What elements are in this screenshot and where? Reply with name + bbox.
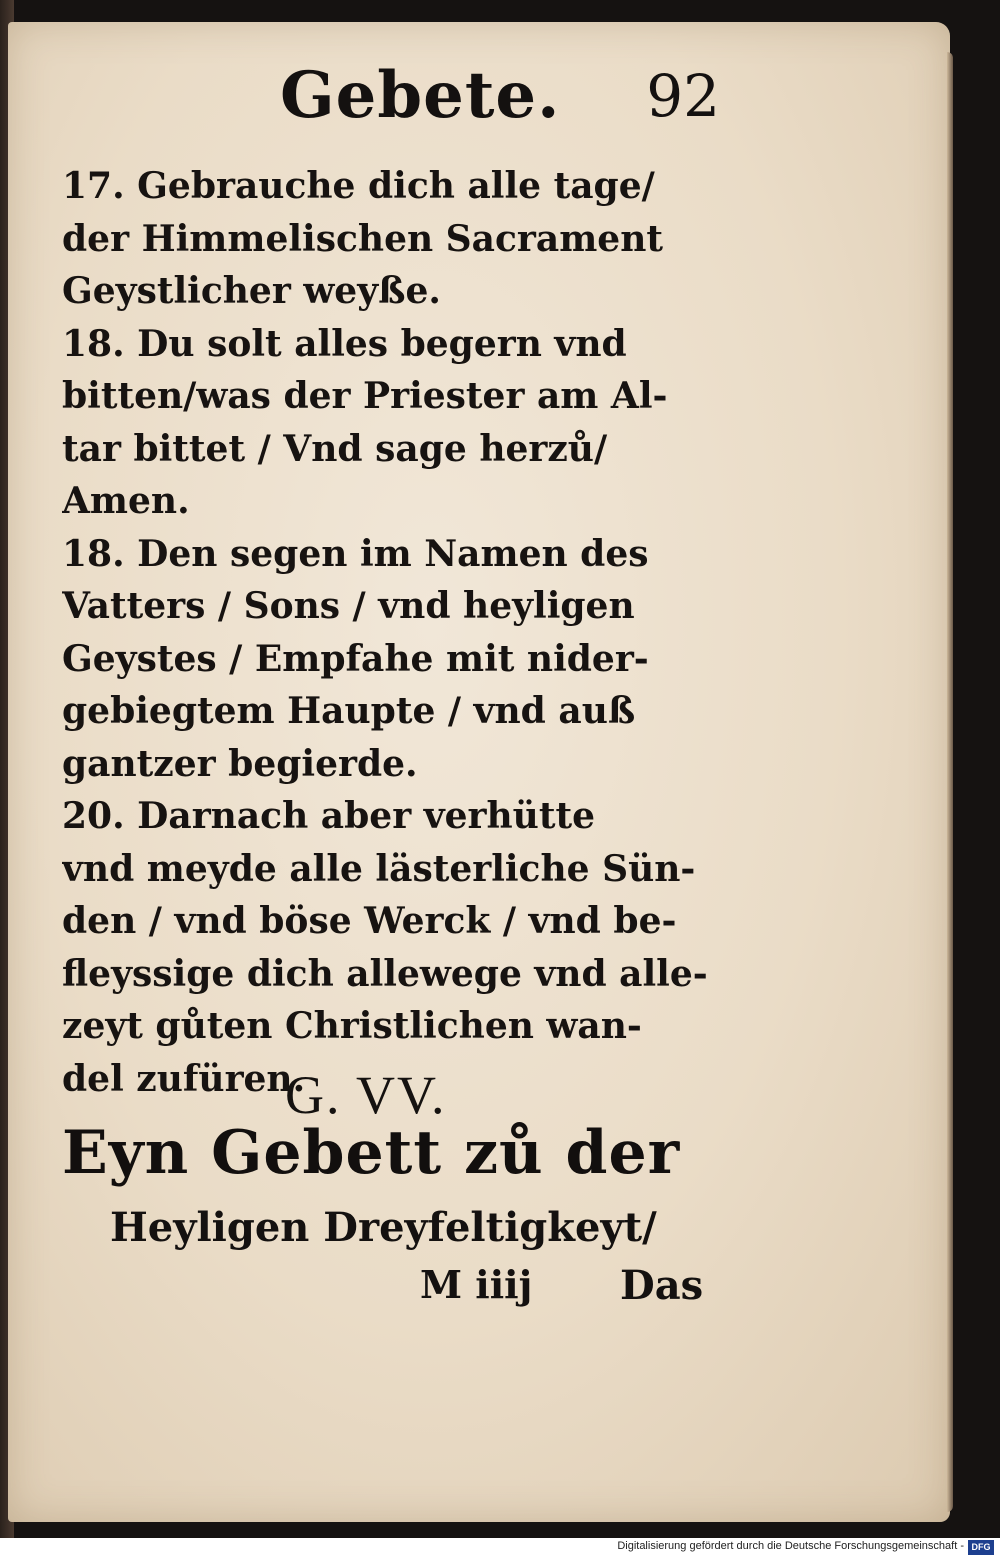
page-edge [947,52,953,1512]
text-line: der Himmelischen Sacrament [62,217,664,260]
text-line: 18. Du solt alles begern vnd [62,322,627,365]
text-line: 18. Den segen im Namen des [62,532,649,575]
dfg-logo-icon: DFG [968,1540,994,1555]
body-text [62,160,722,1105]
prayer-title: Eyn Gebett zů der [62,1118,681,1188]
text-line: vnd meyde alle lästerliche Sün- [62,847,696,890]
text-line: Amen. [62,480,190,522]
text-line: Geystlicher weyße. [62,270,441,312]
text-line: den / vnd böse Werck / vnd be- [62,900,677,942]
page-number: 92 [646,62,720,130]
running-title: Gebete. [280,58,561,133]
text-line: 20. Darnach aber verhütte [62,795,596,837]
gathering-signature: M iiij [420,1262,533,1307]
page-header [280,58,720,148]
catchword: Das [620,1262,704,1309]
text-line: zeyt gůten Christlichen wan- [62,1005,642,1047]
text-line: gantzer begierde. [62,742,418,785]
text-line: Vatters / Sons / vnd heyligen [62,585,635,627]
text-line: bitten/was der Priester am Al- [62,375,668,417]
prayer-subtitle: Heyligen Dreyfeltigkeyt/ [110,1204,657,1251]
text-line: fleyssige dich allewege vnd alle- [62,952,708,995]
footer-bar [0,1538,1000,1558]
text-line: tar bittet / Vnd sage herzů/ [62,427,608,470]
text-line: gebiegtem Haupte / vnd auß [62,690,636,732]
section-signature: G. VV. [285,1065,447,1125]
text-line: Geystes / Empfahe mit nider- [62,637,649,680]
text-line: del zufüren. [62,1057,306,1100]
text-line: 17. Gebrauche dich alle tage/ [62,165,655,207]
funding-credit: Digitalisierung gefördert durch die Deutsche Forschungsgemeinschaft - [617,1540,964,1552]
